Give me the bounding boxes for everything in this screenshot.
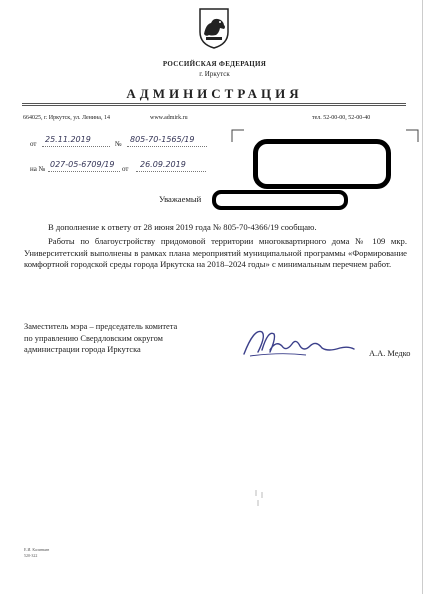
salutation: Уважаемый — [159, 194, 202, 204]
paragraph-1: В дополнение к ответу от 28 июня 2019 года № 805-70-4366/19 сообщаю. — [48, 222, 317, 232]
reference-label: на № — [30, 165, 46, 173]
redacted-name — [212, 190, 348, 210]
executor-phone: 520-322 — [24, 553, 38, 558]
coat-of-arms-icon — [197, 6, 231, 50]
executor-name: Е.И. Калинкин — [24, 547, 50, 552]
from-date: 25.11.2019 — [45, 135, 91, 144]
faint-mark-icon — [252, 488, 266, 508]
city-heading: г. Иркутск — [199, 70, 230, 78]
address-text: 664025, г. Иркутск, ул. Ленина, 14 — [23, 115, 110, 121]
number-label: № — [115, 140, 122, 148]
signatory-name: А.А. Медко — [369, 349, 411, 358]
handwritten-signature — [240, 322, 358, 362]
website-text: www.admirk.ru — [150, 115, 188, 121]
scan-edge-line — [422, 0, 423, 594]
from-label: от — [30, 140, 37, 148]
reference-number: 027-05-6709/19 — [50, 160, 115, 169]
signatory-title-line-3: администрации города Иркутска — [24, 345, 141, 354]
organization-title: АДМИНИСТРАЦИЯ — [126, 86, 303, 101]
signatory-title-line-2: по управлению Свердловским округом — [24, 333, 163, 343]
header-divider-thin — [22, 105, 406, 106]
reference-date: 26.09.2019 — [140, 160, 186, 169]
paragraph-2: Работы по благоустройству придомовой территории многоквартирного дома № 109 мкр. Университетский выполнены в рамках плана мероприятий муниципальной программы «Формирование комфортной городской среды города Иркутска на 2018–2024 годы» с минимальным перечнем работ. — [24, 236, 407, 270]
header-divider — [22, 103, 406, 104]
phones-text: тел. 52-00-00, 52-00-40 — [312, 115, 371, 121]
signatory-title — [24, 321, 264, 356]
outgoing-number: 805-70-1565/19 — [130, 135, 195, 144]
signatory-title-line-1: Заместитель мэра – председатель комитета — [24, 322, 178, 331]
redacted-addressee — [253, 139, 391, 189]
reference-date-label: от — [122, 165, 129, 173]
country-heading: РОССИЙСКАЯ ФЕДЕРАЦИЯ — [162, 60, 267, 68]
